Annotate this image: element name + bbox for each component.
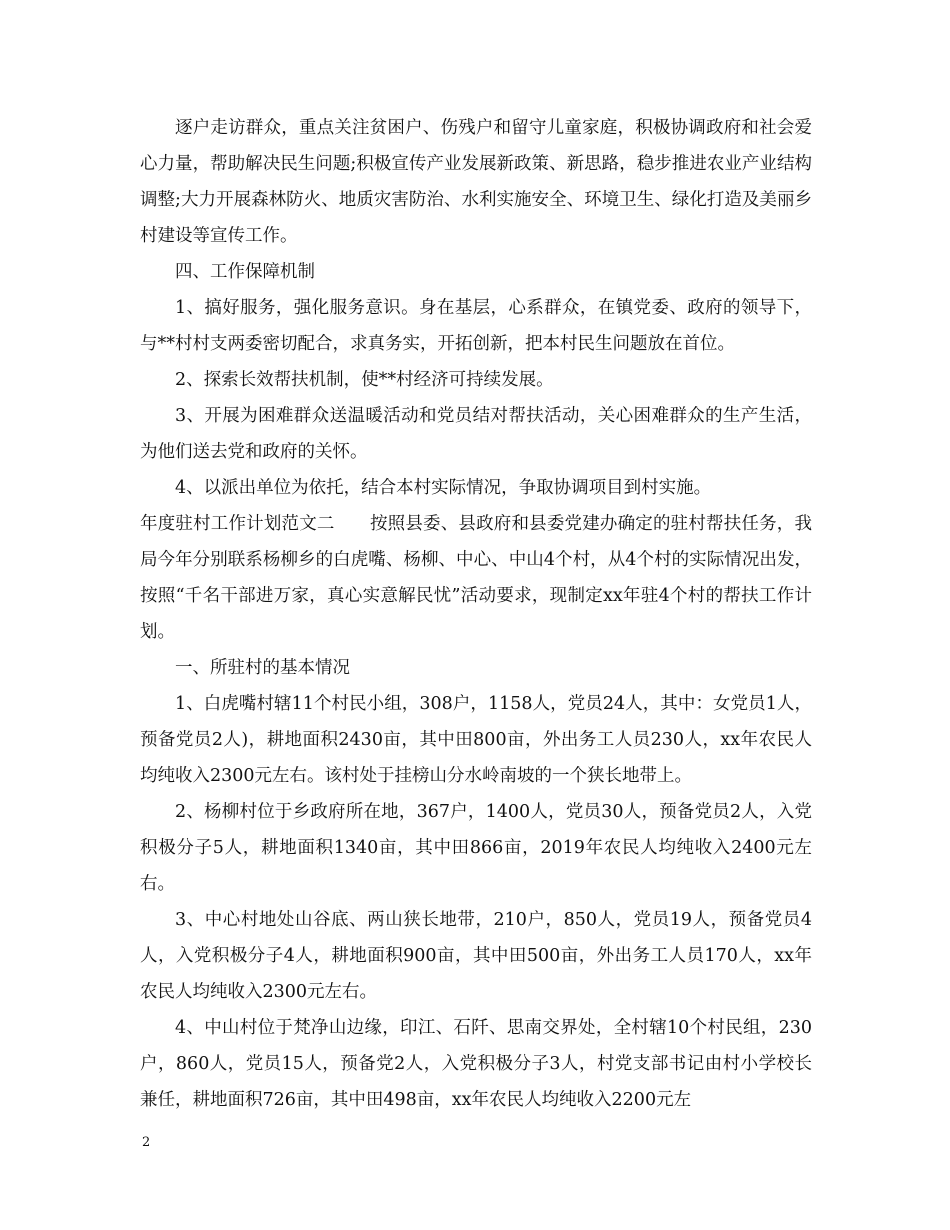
paragraph-item-3-warmth: 3、开展为困难群众送温暖活动和党员结对帮扶活动，关心困难群众的生产生活，为他们送去党和政府的关怀。	[140, 406, 812, 462]
paragraph-item-1-service: 1、搞好服务，强化服务意识。身在基层，心系群众，在镇党委、政府的领导下，与**村村支两委密切配合，求真务实，开拓创新，把本村民生问题放在首位。	[140, 298, 812, 354]
section-heading-guarantee: 四、工作保障机制	[175, 262, 315, 282]
section-heading-basic-situation: 一、所驻村的基本情况	[175, 658, 350, 678]
page-number: 2	[142, 1135, 151, 1150]
paragraph-sample-two-intro: 年度驻村工作计划范文二 按照县委、县政府和县委党建办确定的驻村帮扶任务，我局今年分别联系杨柳乡的白虎嘴、杨柳、中心、中山4个村，从4个村的实际情况出发，按照“千名干部进万家，真心实意解民忧”活动要求，现制定xx年驻4个村的帮扶工作计划。	[140, 514, 812, 642]
paragraph-outreach: 逐户走访群众，重点关注贫困户、伤残户和留守儿童家庭，积极协调政府和社会爱心力量，帮助解决民生问题;积极宣传产业发展新政策、新思路，稳步推进农业产业结构调整;大力开展森林防火、地质灾害防治、水利实施安全、环境卫生、绿化打造及美丽乡村建设等宣传工作。	[140, 118, 812, 246]
paragraph-village-baihuzui: 1、白虎嘴村辖11个村民小组，308户，1158人，党员24人，其中：女党员1人，预备党员2人)，耕地面积2430亩，其中田800亩，外出务工人员230人，xx年农民人均纯收入2300元左右。该村处于挂榜山分水岭南坡的一个狭长地带上。	[140, 694, 812, 786]
paragraph-item-4-projects: 4、以派出单位为依托，结合本村实际情况，争取协调项目到村实施。	[175, 478, 712, 498]
document-body	[140, 110, 812, 1118]
paragraph-village-yangliu: 2、杨柳村位于乡政府所在地，367户，1400人，党员30人，预备党员2人，入党积极分子5人，耕地面积1340亩，其中田866亩，2019年农民人均纯收入2400元左右。	[140, 802, 812, 894]
paragraph-village-zhongshan: 4、中山村位于梵净山边缘，印江、石阡、思南交界处，全村辖10个村民组，230户，860人，党员15人，预备党2人，入党积极分子3人，村党支部书记由村小学校长兼任，耕地面积726亩，其中田498亩，xx年农民人均纯收入2200元左	[140, 1018, 812, 1110]
paragraph-item-2-mechanism: 2、探索长效帮扶机制，使**村经济可持续发展。	[175, 370, 554, 390]
paragraph-village-zhongxin: 3、中心村地处山谷底、两山狭长地带，210户，850人，党员19人，预备党员4人，入党积极分子4人，耕地面积900亩，其中田500亩，外出务工人员170人，xx年农民人均纯收入2300元左右。	[140, 910, 812, 1002]
